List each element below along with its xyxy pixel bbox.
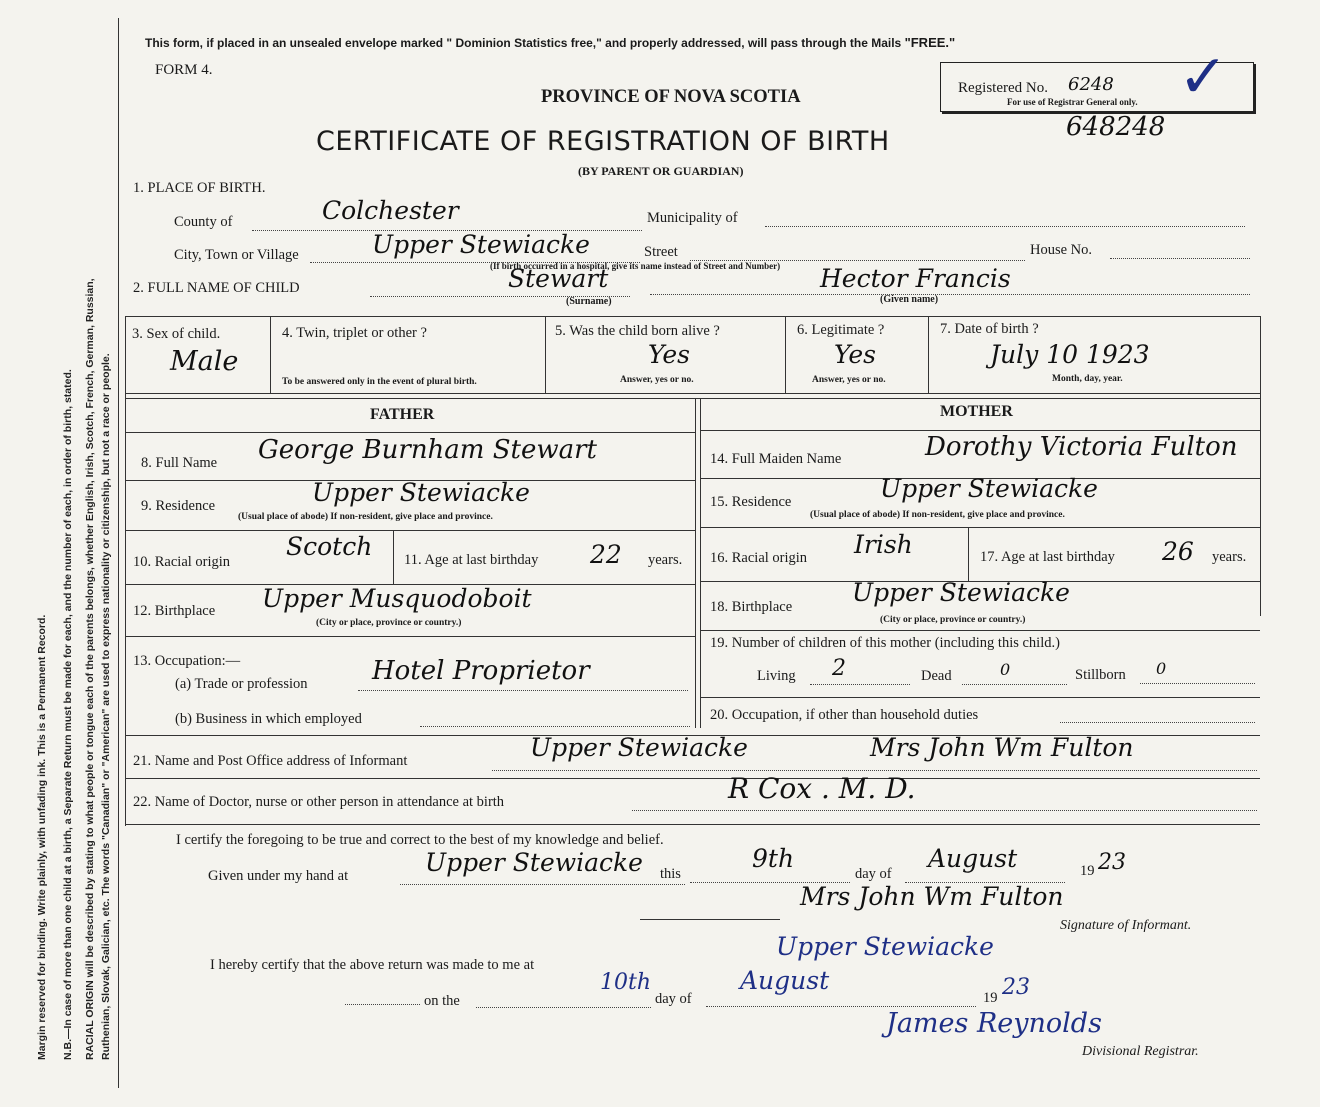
registrar-day: 10th bbox=[600, 970, 652, 995]
mother-birthplace-value: Upper Stewiacke bbox=[852, 578, 1070, 607]
living-value: 2 bbox=[832, 656, 846, 681]
father-occupation-label: 13. Occupation:— bbox=[133, 653, 241, 669]
father-racial-origin-value: Scotch bbox=[286, 532, 373, 561]
mother-heading: MOTHER bbox=[940, 403, 1013, 420]
registrar-statement: I hereby certify that the above return was made to me at bbox=[210, 957, 535, 973]
twin-note: To be answered only in the event of plural birth. bbox=[282, 377, 477, 387]
registrar-year-prefix: 19 bbox=[983, 990, 998, 1006]
left-margin-rule bbox=[118, 18, 119, 1088]
doctor-label: 22. Name of Doctor, nurse or other person in attendance at birth bbox=[133, 794, 505, 810]
informant-signature-label: Signature of Informant. bbox=[1060, 918, 1192, 933]
given-month: August bbox=[928, 844, 1018, 873]
born-alive-label: 5. Was the child born alive ? bbox=[555, 323, 720, 339]
margin-racial-note-1: RACIAL ORIGIN will be described by stating to what people or tongue each of the parents belongs, whether English, Irish, Scotch, French, German, Russian, bbox=[84, 278, 96, 1060]
city-label: City, Town or Village bbox=[174, 247, 299, 263]
father-residence-note: (Usual place of abode) If non-resident, give place and province. bbox=[238, 512, 493, 522]
father-name-label: 8. Full Name bbox=[141, 455, 218, 471]
province-heading: PROVINCE OF NOVA SCOTIA bbox=[541, 87, 801, 107]
legitimate-note: Answer, yes or no. bbox=[812, 375, 886, 385]
informant-label: 21. Name and Post Office address of Informant bbox=[133, 753, 408, 769]
born-alive-note: Answer, yes or no. bbox=[620, 375, 694, 385]
father-trade-value: Hotel Proprietor bbox=[372, 656, 590, 686]
given-name-note: (Given name) bbox=[880, 294, 939, 305]
mother-residence-value: Upper Stewiacke bbox=[880, 474, 1098, 503]
hospital-note: (If birth occurred in a hospital, give its name instead of Street and Number) bbox=[490, 261, 781, 271]
informant-address: Upper Stewiacke bbox=[530, 733, 748, 762]
mother-racial-origin-value: Irish bbox=[854, 530, 913, 559]
registered-value: 6248 bbox=[1068, 74, 1114, 95]
street-label: Street bbox=[644, 244, 678, 260]
certificate-subtitle: (BY PARENT OR GUARDIAN) bbox=[578, 164, 744, 178]
registered-label: Registered No. bbox=[958, 80, 1048, 96]
given-day-of-label: day of bbox=[855, 866, 892, 882]
father-name-value: George Burnham Stewart bbox=[258, 435, 598, 465]
certificate-title: CERTIFICATE OF REGISTRATION OF BIRTH bbox=[316, 126, 890, 157]
father-racial-origin-label: 10. Racial origin bbox=[133, 554, 231, 570]
father-residence-value: Upper Stewiacke bbox=[312, 478, 530, 507]
father-business-label: (b) Business in which employed bbox=[175, 711, 362, 727]
father-trade-label: (a) Trade or profession bbox=[175, 676, 308, 692]
mother-years-label: years. bbox=[1212, 549, 1247, 565]
margin-racial-note-2: Ruthenian, Slovak, Galician, etc. The words "Canadian" or "American" are used to express nationality or citizenship, but not a race or people. bbox=[100, 353, 112, 1060]
this-label: this bbox=[660, 866, 681, 882]
mother-occupation-label: 20. Occupation, if other than household duties bbox=[710, 707, 979, 723]
living-label: Living bbox=[757, 668, 796, 684]
mother-racial-origin-label: 16. Racial origin bbox=[710, 550, 808, 566]
given-under-hand-label: Given under my hand at bbox=[208, 868, 349, 884]
legitimate-value: Yes bbox=[834, 340, 876, 369]
father-residence-label: 9. Residence bbox=[141, 498, 216, 514]
stillborn-value: 0 bbox=[1156, 659, 1167, 678]
legitimate-label: 6. Legitimate ? bbox=[797, 322, 885, 338]
informant-signature: Mrs John Wm Fulton bbox=[800, 882, 1064, 911]
child-name-label: 2. FULL NAME OF CHILD bbox=[133, 280, 300, 296]
mother-birthplace-label: 18. Birthplace bbox=[710, 599, 793, 615]
margin-binding-note: Margin reserved for binding. Write plainly, with unfading ink. This is a Permanent Record. bbox=[36, 614, 48, 1060]
doctor-name: R Cox . M. D. bbox=[728, 772, 916, 805]
mother-name-value: Dorothy Victoria Fulton bbox=[925, 432, 1238, 462]
father-age-label: 11. Age at last birthday bbox=[404, 552, 539, 568]
date-of-birth-value: July 10 1923 bbox=[990, 340, 1150, 369]
father-birthplace-note: (City or place, province or country.) bbox=[316, 618, 462, 628]
informant-name: Mrs John Wm Fulton bbox=[870, 733, 1134, 762]
certification-statement: I certify the foregoing to be true and correct to the best of my knowledge and belief. bbox=[176, 832, 664, 848]
registrar-month: August bbox=[740, 966, 830, 995]
twin-label: 4. Twin, triplet or other ? bbox=[282, 325, 427, 341]
mother-name-label: 14. Full Maiden Name bbox=[710, 451, 842, 467]
mother-age-label: 17. Age at last birthday bbox=[980, 549, 1115, 565]
given-year-prefix: 19 bbox=[1080, 863, 1095, 879]
municipality-label: Municipality of bbox=[647, 210, 738, 226]
registrar-year: 23 bbox=[1002, 975, 1030, 1000]
margin-nb-note: N.B.—In case of more than one child at a birth, a Separate Return must be made for each, and the number of each, in order of birth, stated. bbox=[62, 369, 74, 1060]
form-number: FORM 4. bbox=[155, 62, 213, 78]
house-number-label: House No. bbox=[1030, 242, 1093, 258]
child-surname: Stewart bbox=[508, 264, 609, 293]
county-value: Colchester bbox=[322, 196, 459, 225]
given-day: 9th bbox=[752, 844, 795, 873]
father-years-label: years. bbox=[648, 552, 683, 568]
mail-notice: This form, if placed in an unsealed envelope marked " Dominion Statistics free," and properly addressed, will pass through the Mails "FREE." bbox=[145, 35, 956, 50]
registrar-signature: James Reynolds bbox=[886, 1008, 1102, 1039]
surname-note: (Surname) bbox=[566, 296, 612, 307]
stillborn-label: Stillborn bbox=[1075, 667, 1126, 683]
registrar-general-note: For use of Registrar General only. bbox=[1007, 97, 1138, 107]
registrar-day-of-label: day of bbox=[655, 991, 692, 1007]
given-year: 23 bbox=[1098, 850, 1126, 875]
born-alive-value: Yes bbox=[648, 340, 690, 369]
city-value: Upper Stewiacke bbox=[372, 230, 590, 259]
mother-children-label: 19. Number of children of this mother (including this child.) bbox=[710, 635, 1060, 651]
sex-value: Male bbox=[170, 346, 239, 377]
dead-label: Dead bbox=[921, 668, 952, 684]
registrar-signature-label: Divisional Registrar. bbox=[1082, 1044, 1199, 1059]
mother-residence-note: (Usual place of abode) If non-resident, give place and province. bbox=[810, 510, 1065, 520]
check-mark-icon: ✓ bbox=[1178, 42, 1229, 112]
father-birthplace-label: 12. Birthplace bbox=[133, 603, 216, 619]
mother-residence-label: 15. Residence bbox=[710, 494, 792, 510]
registrar-place: Upper Stewiacke bbox=[776, 932, 994, 961]
father-age-value: 22 bbox=[590, 540, 622, 569]
mother-age-value: 26 bbox=[1162, 537, 1194, 566]
child-given-name: Hector Francis bbox=[820, 264, 1011, 293]
date-of-birth-label: 7. Date of birth ? bbox=[940, 321, 1039, 337]
registration-number-handwritten: 648248 bbox=[1066, 112, 1166, 142]
father-heading: FATHER bbox=[370, 406, 435, 423]
place-of-birth-label: 1. PLACE OF BIRTH. bbox=[133, 180, 266, 196]
on-the-label: on the bbox=[424, 993, 460, 1009]
mother-birthplace-note: (City or place, province or country.) bbox=[880, 615, 1026, 625]
date-of-birth-note: Month, day, year. bbox=[1052, 374, 1123, 384]
given-at-place: Upper Stewiacke bbox=[425, 848, 643, 877]
county-label: County of bbox=[174, 214, 233, 230]
dead-value: 0 bbox=[1000, 660, 1011, 679]
father-birthplace-value: Upper Musquodoboit bbox=[262, 584, 532, 613]
sex-label: 3. Sex of child. bbox=[132, 326, 221, 342]
